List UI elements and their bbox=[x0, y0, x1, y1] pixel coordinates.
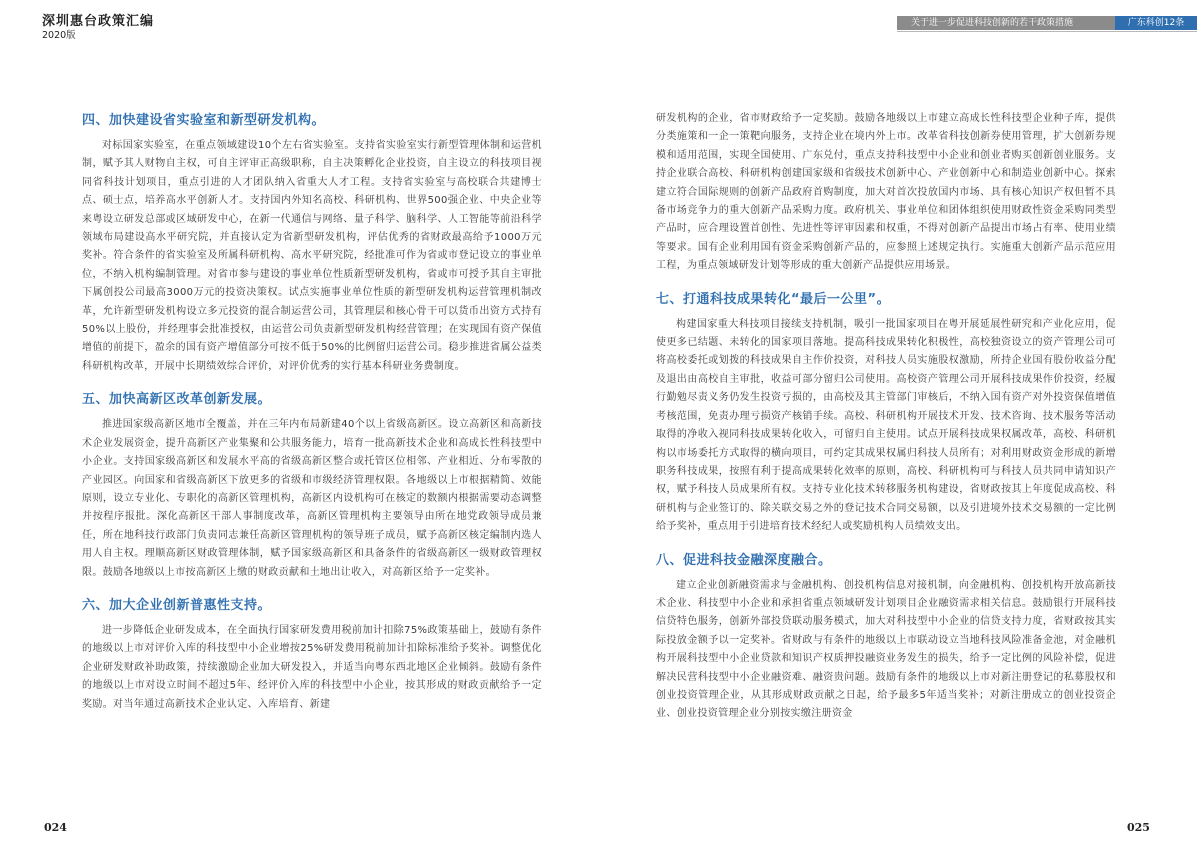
policy-header-bar bbox=[897, 16, 1197, 30]
policy-title: 关于进一步促进科技创新的若干政策措施 bbox=[911, 18, 1074, 28]
left-page-column bbox=[82, 112, 542, 714]
section-heading: 七、打通科技成果转化“最后一公里”。 bbox=[656, 291, 891, 307]
section-body: 推进国家级高新区地市全覆盖，并在三年内布局新建40个以上省级高新区。设立高新区和高新技术企业发展资金，提升高新区产业集聚和公共服务能力，培育一批高新技术企业和高成长性科技型中小企业。支持国家级高新区和发展水平高的省级高新区整合或托管区位相邻、产业相近、分布零散的产业园区。向国家和省级高新区下放更多的省级和市级经济管理权限。各地级以上市根据精简、效能原则，设立专业化、专职化的高新区管理机构，高新区内设机构可在核定的数额内根据需要动态调整并按程序报批。深化高新区干部人事制度改革，高新区管理机构主要领导由所在地党政领导成员兼任，所在地科技行政部门负责同志兼任高新区管理机构的领导班子成员，赋予高新区核定编制内选人用人自主权。理顺高新区财政管理体制，赋予国家级高新区和具备条件的省级高新区一级财政管理权限。鼓励各地级以上市按高新区上缴的财政贡献和土地出让收入，对高新区给予一定奖补。 bbox=[82, 419, 542, 578]
section-heading: 六、加大企业创新普惠性支持。 bbox=[82, 597, 272, 613]
right-page-column bbox=[656, 110, 1116, 724]
section-body: 对标国家实验室，在重点领域建设10个左右省实验室。支持省实验室实行新型管理体制和运营机制，赋予其人财物自主权，可自主评审正高级职称，自主决策孵化企业投资，自主设立的科技项目视同省科技计划项目，重点引进的人才团队纳入省重大人才工程。支持省实验室与高校联合共建博士点、硕士点，培养高水平创新人才。支持国内外知名高校、科研机构、世界500强企业、中央企业等来粤设立研发总部或区域研发中心，在新一代通信与网络、量子科学、脑科学、人工智能等前沿科学领域布局建设高水平研究院，并直接认定为省新型研发机构，评估优秀的省财政最高给予1000万元奖补。符合条件的省实验室及所属科研机构、高水平研究院，经批准可作为省或市登记设立的事业单位，不纳入机构编制管理。对省市参与建设的事业单位性质新型研发机构，省或市可授予其自主审批下属创投公司最高3000万元的投资决策权。试点实施事业单位性质的新型研发机构运营管理机制改革，允许新型研发机构设立多元投资的混合制运营公司，其管理层和核心骨干可以货币出资方式持有50%以上股份，并经理事会批准授权，由运营公司负责新型研发机构经营管理；在实现国有资产保值增值的前提下，盈余的国有资产增值部分可按不低于50%的比例留归运营公司。稳步推进省属公益类科研机构改革，开展中长期绩效综合评价，对评价优秀的实行基本科研业务费制度。 bbox=[82, 140, 542, 372]
header-divider bbox=[897, 31, 1197, 32]
section-body: 构建国家重大科技项目接续支持机制，吸引一批国家项目在粤开展延展性研究和产业化应用，促使更多已结题、未转化的国家项目落地。提高科技成果转化积极性，高校独资设立的资产管理公司可将高校委托或划拨的科技成果自主作价投资，对科技人员实施股权激励，所持企业国有股份收益分配及退出由高校自主审批，收益可部分留归公司使用。高校资产管理公司开展科技成果作价投资，经履行勤勉尽责义务仍发生投资亏损的，由高校及其主管部门审核后，不纳入国有资产对外投资保值增值考核范围，免责办理亏损资产核销手续。高校、科研机构开展技术开发、技术咨询、技术服务等活动取得的净收入视同科技成果转化收入，可留归自主使用。试点开展科技成果权属改革，高校、科研机构以市场委托方式取得的横向项目，可约定其成果权属归科技人员所有；对利用财政资金形成的新增职务科技成果，按照有利于提高成果转化效率的原则，高校、科研机构可与科技人员共同申请知识产权，赋予科技人员成果所有权。支持专业化技术转移服务机构建设，省财政按其上年度促成高校、科研机构与企业签订的、除关联交易之外的登记技术合同交易额，以及引进境外技术交易额的一定比例给予奖补，重点用于引进培育技术经纪人或奖励机构人员绩效支出。 bbox=[656, 318, 1116, 533]
page-number-left: 024 bbox=[44, 821, 67, 834]
section-heading: 四、加快建设省实验室和新型研发机构。 bbox=[82, 113, 326, 128]
book-header bbox=[42, 14, 154, 42]
page-number-right: 025 bbox=[1127, 821, 1150, 834]
book-title: 深圳惠台政策汇编 bbox=[42, 14, 155, 29]
book-year: 2020版 bbox=[42, 30, 76, 41]
continued-paragraph: 研发机构的企业，省市财政给予一定奖励。鼓励各地级以上市建立高成长性科技型企业种子库，提供分类施策和一企一策靶向服务，支持企业在境内外上市。改革省科技创新券使用管理，扩大创新券规模和适用范围，实现全国使用、广东兑付，重点支持科技型中小企业和创业者购买创新创业服务。支持企业联合高校、科研机构创建国家级和省级技术创新中心、产业创新中心和制造业创新中心。探索建立符合国际规则的创新产品政府首购制度，加大对首次投放国内市场、具有核心知识产权但暂不具备市场竞争力的重大创新产品采购力度。政府机关、事业单位和团体组织使用财政性资金采购同类型产品时，应合理设置首创性、先进性等评审因素和权重，不得对创新产品提出市场占有率、使用业绩等要求。国有企业利用国有资金采购创新产品的，应参照上述规定执行。实施重大创新产品示范应用工程，为重点领域研发计划等形成的重大创新产品提供应用场景。 bbox=[656, 113, 1116, 272]
section-body: 建立企业创新融资需求与金融机构、创投机构信息对接机制，向金融机构、创投机构开放高新技术企业、科技型中小企业和承担省重点领域研发计划项目企业融资需求相关信息。鼓励银行开展科技信贷特色服务，创新外部投贷联动服务模式，加大对科技型中小企业的信贷支持力度，省财政按其实际投放金额予以一定奖补。省财政与有条件的地级以上市联动设立当地科技风险准备金池，对金融机构开展科技型中小企业贷款和知识产权质押投融资业务发生的损失，给予一定比例的风险补偿，促进解决民营科技型中小企业融资难、融资贵问题。鼓励有条件的地级以上市对新注册登记的私募股权和创业投资管理企业，从其形成财政贡献之日起，给予最多5年适当奖补；对新注册成立的创业投资企业、创业投资管理企业分别按实缴注册资金 bbox=[656, 579, 1116, 720]
section-body: 进一步降低企业研发成本，在全面执行国家研发费用税前加计扣除75%政策基础上，鼓励有条件的地级以上市对评价入库的科技型中小企业增按25%研发费用税前加计扣除标准给予奖补。调整优化企业研发财政补助政策，持续激励企业加大研发投入，并适当向粤东西北地区企业倾斜。鼓励有条件的地级以上市对设立时间不超过5年、经评价入库的科技型中小企业，按其形成的财政贡献给予一定奖励。对当年通过高新技术企业认定、入库培育、新建 bbox=[82, 624, 542, 710]
section-heading: 五、加快高新区改革创新发展。 bbox=[82, 392, 272, 408]
section-heading: 八、促进科技金融深度融合。 bbox=[656, 552, 832, 568]
policy-tag: 广东科创12条 bbox=[1115, 16, 1197, 30]
